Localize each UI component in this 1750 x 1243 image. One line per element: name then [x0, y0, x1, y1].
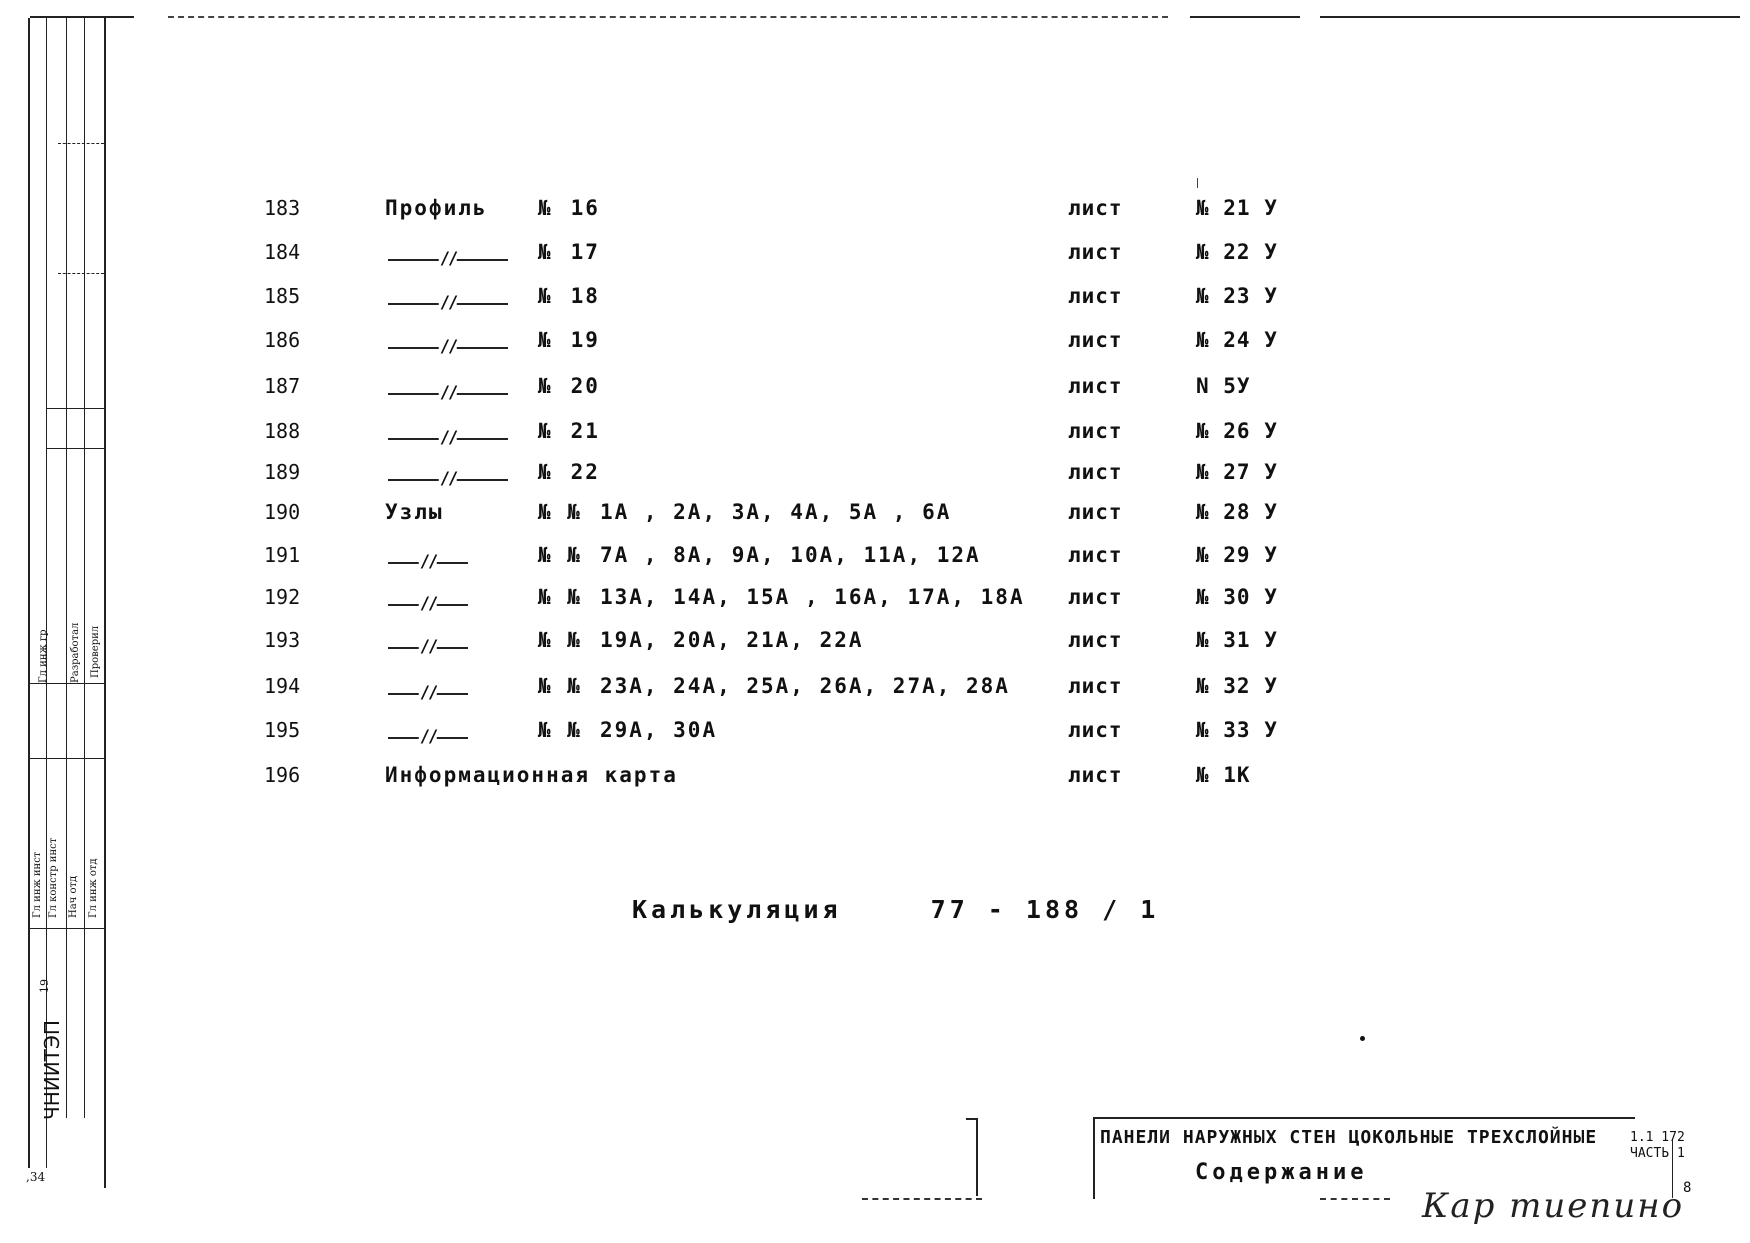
- contents-row: [0, 374, 1750, 414]
- sheet-number-ref: № 28 У: [1196, 500, 1278, 524]
- sheet-number-ref: № 23 У: [1196, 284, 1278, 308]
- sheet-number-ref: № 21 У: [1196, 196, 1278, 220]
- item-numbers: 7А , 8А, 9А, 10А, 11А, 12А: [599, 543, 981, 567]
- row-items: [538, 585, 1025, 609]
- sheet-number-ref: № 33 У: [1196, 718, 1278, 742]
- contents-row: [0, 674, 1750, 714]
- item-numbers: 17: [570, 240, 600, 264]
- contents-row: [0, 284, 1750, 324]
- row-number: 184: [264, 240, 301, 264]
- side-hline: [28, 928, 104, 929]
- sheet-number-ref: № 32 У: [1196, 674, 1278, 698]
- item-numbers: 19А, 20А, 21А, 22А: [599, 628, 864, 652]
- ditto-line: [388, 428, 508, 448]
- row-items: [538, 419, 600, 443]
- sheet-number-ref: № 22 У: [1196, 240, 1278, 264]
- part-label: ЧАСТЬ 1: [1630, 1146, 1685, 1161]
- ditto-mark: //: [419, 727, 437, 747]
- item-numbers: 18: [570, 284, 600, 308]
- scan-tick: [1197, 178, 1198, 188]
- row-items: [538, 196, 600, 220]
- contents-row: [0, 196, 1750, 236]
- row-title: Узлы: [385, 500, 444, 524]
- ditto-mark: //: [419, 594, 437, 614]
- stamp-label: Разработал: [70, 622, 81, 683]
- row-number: 194: [264, 674, 301, 698]
- ditto-line: [388, 293, 508, 313]
- bottom-dash: [862, 1198, 982, 1200]
- contents-row: [0, 543, 1750, 583]
- item-numbers: 22: [570, 460, 600, 484]
- ditto-line: [388, 637, 468, 657]
- sheet-number-ref: № 29 У: [1196, 543, 1278, 567]
- sheet-label: лист: [1068, 419, 1123, 443]
- row-items: [538, 374, 600, 398]
- sheet-label: лист: [1068, 240, 1123, 264]
- frame-top-dash: [168, 16, 1168, 18]
- item-numbers: 20: [570, 374, 600, 398]
- side-hline: [58, 143, 104, 144]
- ditto-mark: //: [419, 683, 437, 703]
- item-numbers: 29А, 30А: [599, 718, 718, 742]
- row-number: 188: [264, 419, 301, 443]
- contents-row: [0, 328, 1750, 368]
- contents-row: [0, 718, 1750, 758]
- sheet-label: лист: [1068, 674, 1123, 698]
- row-number: 186: [264, 328, 301, 352]
- row-number: 185: [264, 284, 301, 308]
- item-numbers: 13А, 14А, 15А , 16А, 17А, 18А: [599, 585, 1025, 609]
- row-number: 190: [264, 500, 301, 524]
- contents-row: [0, 240, 1750, 280]
- sheet-number-ref: № 26 У: [1196, 419, 1278, 443]
- row-items: [538, 284, 600, 308]
- row-items: [538, 328, 600, 352]
- stamp-label: Нач отд: [68, 875, 79, 918]
- row-number: 189: [264, 460, 301, 484]
- row-number: 195: [264, 718, 301, 742]
- calculation-line: [632, 895, 1159, 924]
- row-number: 183: [264, 196, 301, 220]
- contents-row: [0, 460, 1750, 500]
- row-number: 191: [264, 543, 301, 567]
- stamp-label: Гл инж отд: [88, 858, 99, 918]
- row-items: [538, 628, 864, 652]
- number-sign: №: [538, 240, 553, 264]
- number-sign: № №: [538, 543, 582, 567]
- stamp-label: Гл инж инст: [32, 851, 43, 918]
- side-hline: [28, 758, 104, 759]
- ditto-mark: //: [439, 249, 457, 269]
- calculation-label: Калькуляция: [632, 895, 842, 924]
- ditto-line: [388, 594, 468, 614]
- ditto-mark: //: [439, 469, 457, 489]
- ditto-line: [388, 727, 468, 747]
- number-sign: № №: [538, 718, 582, 742]
- row-items: [538, 500, 951, 524]
- row-title: Профиль: [385, 196, 488, 220]
- stamp-year: 19: [38, 979, 51, 993]
- contents-row: [0, 419, 1750, 459]
- item-numbers: 16: [570, 196, 600, 220]
- number-sign: № №: [538, 674, 582, 698]
- item-numbers: 21: [570, 419, 600, 443]
- organization-name: ЧНИИТЭП: [40, 1020, 64, 1120]
- row-items: [538, 674, 1010, 698]
- calculation-code: 77 - 188 / 1: [930, 895, 1160, 924]
- contents-row: [0, 763, 1750, 803]
- title-block-title: ПАНЕЛИ НАРУЖНЫХ СТЕН ЦОКОЛЬНЫЕ ТРЕХСЛОЙНЫЕ: [1100, 1127, 1598, 1148]
- series-code: 1.1 172: [1630, 1130, 1685, 1145]
- sheet-number-ref: № 1К: [1196, 763, 1251, 787]
- row-number: 187: [264, 374, 301, 398]
- sheet-label: лист: [1068, 718, 1123, 742]
- number-sign: № №: [538, 628, 582, 652]
- frame-top-line-right: [1190, 16, 1300, 18]
- title-block-code: [1630, 1130, 1685, 1162]
- frame-top-line-right-2: [1320, 16, 1740, 18]
- ditto-mark: //: [419, 552, 437, 572]
- number-sign: № №: [538, 500, 582, 524]
- sheet-label: лист: [1068, 500, 1123, 524]
- sheet-label: лист: [1068, 196, 1123, 220]
- sheet-label: лист: [1068, 585, 1123, 609]
- item-numbers: 23А, 24А, 25А, 26А, 27А, 28А: [599, 674, 1010, 698]
- item-numbers: 19: [570, 328, 600, 352]
- sheet-label: лист: [1068, 328, 1123, 352]
- sheet-label: лист: [1068, 460, 1123, 484]
- stamp-label: Проверил: [90, 625, 101, 678]
- ditto-line: [388, 469, 508, 489]
- number-sign: №: [538, 374, 553, 398]
- ditto-line: [388, 552, 468, 572]
- ditto-mark: //: [419, 637, 437, 657]
- sheet-label: лист: [1068, 628, 1123, 652]
- sheet-number-ref: № 31 У: [1196, 628, 1278, 652]
- ditto-line: [388, 383, 508, 403]
- row-number: 193: [264, 628, 301, 652]
- stamp-label: Гл констр инст: [48, 837, 59, 918]
- ditto-mark: //: [439, 337, 457, 357]
- contents-row: [0, 585, 1750, 625]
- ditto-mark: //: [439, 428, 457, 448]
- sheet-label: лист: [1068, 763, 1123, 787]
- number-sign: №: [538, 419, 553, 443]
- sheet-label: лист: [1068, 284, 1123, 308]
- row-items: [538, 240, 600, 264]
- row-number: 196: [264, 763, 301, 787]
- sheet-label: лист: [1068, 374, 1123, 398]
- number-sign: № №: [538, 585, 582, 609]
- row-items: [538, 543, 981, 567]
- ditto-line: [388, 249, 508, 269]
- title-block-subtitle: Содержание: [1195, 1160, 1368, 1185]
- row-items: [538, 718, 717, 742]
- sheet-label: лист: [1068, 543, 1123, 567]
- page-mark: ,34: [26, 1170, 46, 1184]
- sheet-number-ref: № 24 У: [1196, 328, 1278, 352]
- ink-dot: [1360, 1036, 1365, 1041]
- sheet-number-ref: № 30 У: [1196, 585, 1278, 609]
- contents-row: [0, 500, 1750, 540]
- number-sign: №: [538, 284, 553, 308]
- ditto-line: [388, 683, 468, 703]
- handwritten-signature: Кар тиепино: [1422, 1186, 1685, 1226]
- number-sign: №: [538, 328, 553, 352]
- stamp-label: Гл инж гр: [38, 629, 49, 683]
- row-title: Информационная карта: [385, 763, 678, 787]
- number-sign: №: [538, 460, 553, 484]
- sheet-number-ref: № 27 У: [1196, 460, 1278, 484]
- sheet-number-ref: N 5У: [1196, 374, 1251, 398]
- contents-row: [0, 628, 1750, 668]
- ditto-line: [388, 337, 508, 357]
- ditto-mark: //: [439, 293, 457, 313]
- row-items: [538, 460, 600, 484]
- number-sign: №: [538, 196, 553, 220]
- bracket-mark: [966, 1118, 978, 1196]
- sheet-number: 8: [1683, 1180, 1692, 1196]
- row-number: 192: [264, 585, 301, 609]
- item-numbers: 1А , 2А, 3А, 4А, 5А , 6А: [599, 500, 952, 524]
- ditto-mark: //: [439, 383, 457, 403]
